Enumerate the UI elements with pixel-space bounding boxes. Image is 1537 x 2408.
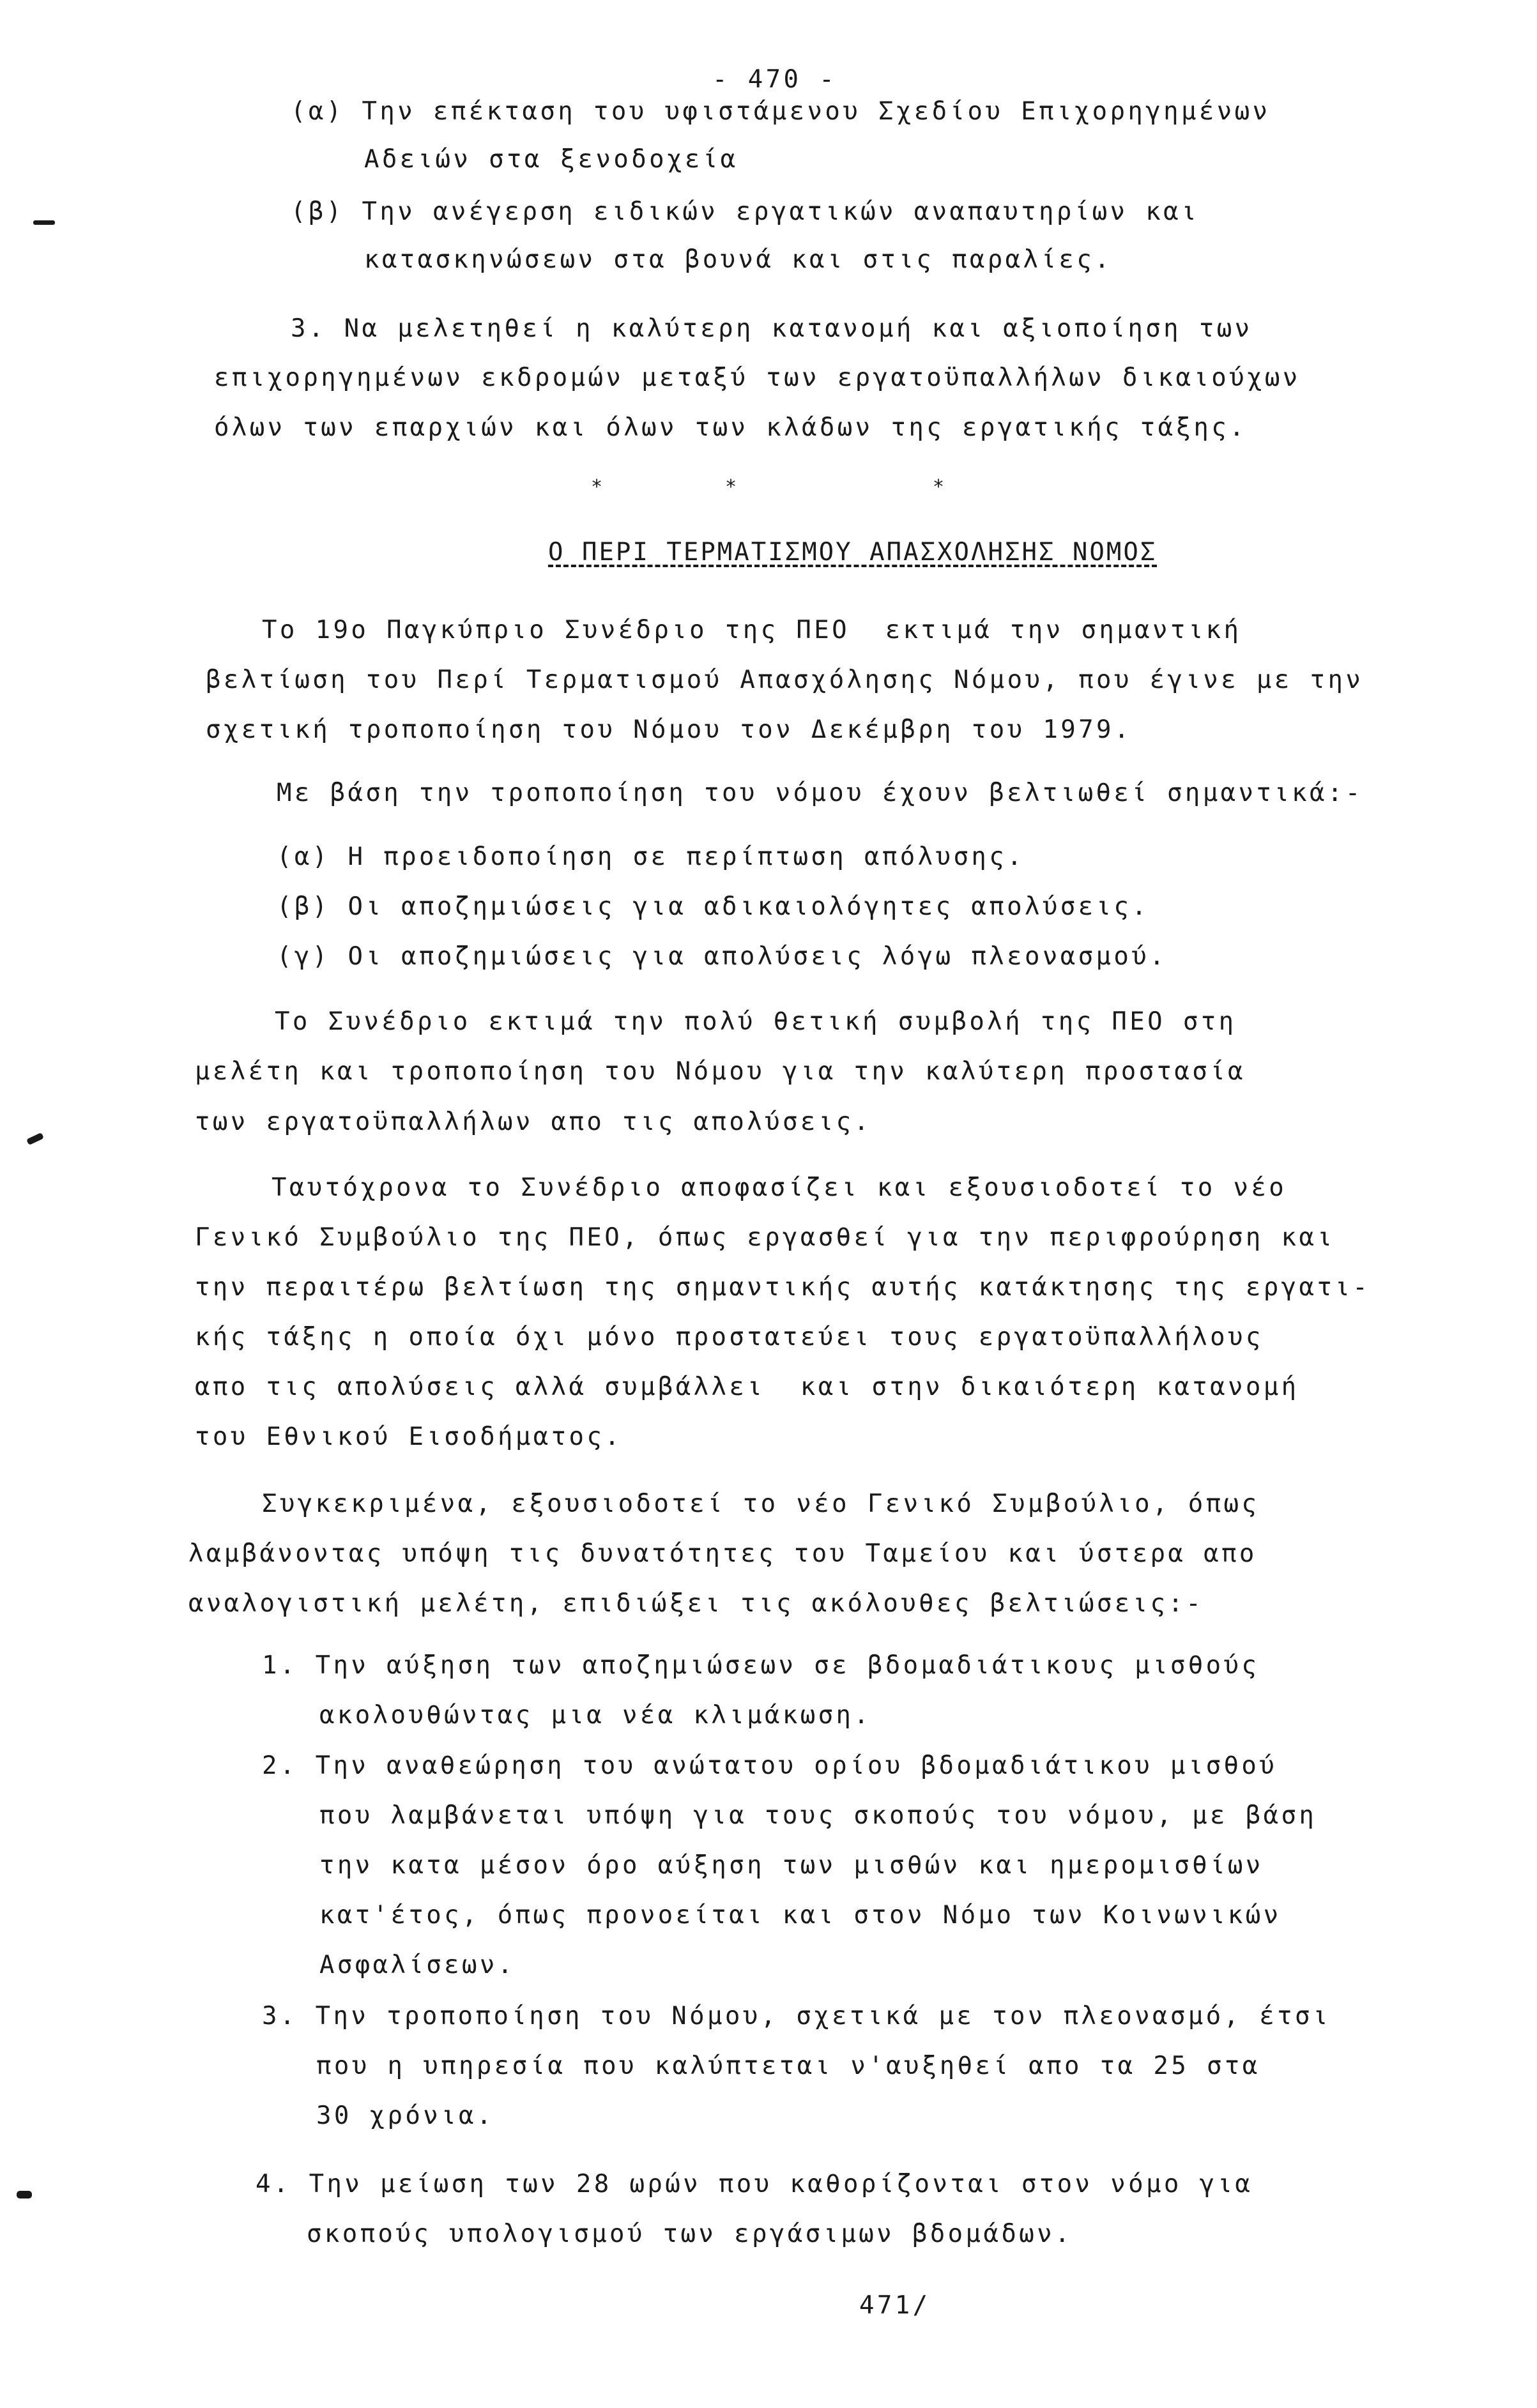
list-item: (γ) Οι αποζημιώσεις για απολύσεις λόγω πλεονασμού. [277,942,1167,971]
paragraph-line: αναλογιστική μελέτη, επιδιώξει τις ακόλουθες βελτιώσεις:- [188,1589,1204,1618]
numbered-item: 30 χρόνια. [316,2101,494,2130]
item-b-line2: κατασκηνώσεων στα βουνά και στις παραλίες. [364,245,1112,274]
separator-star: * [591,476,603,498]
separator-star: * [933,476,945,498]
numbered-item: κατ'έτος, όπως προνοείται και στον Νόμο των Κοινωνικών [319,1901,1281,1930]
list-item: (α) Η προειδοποίηση σε περίπτωση απόλυσης. [277,842,1025,871]
item-b-line1: (β) Την ανέγερση ειδικών εργατικών αναπαυτηρίων και [291,197,1199,226]
margin-mark [33,220,55,225]
numbered-item: σκοπούς υπολογισμού των εργάσιμων βδομάδων. [307,2220,1073,2248]
paragraph-line: βελτίωση του Περί Τερματισμού Απασχόλησης Νόμου, που έγινε με την [206,666,1364,694]
page-number-top: - 470 - [712,65,837,94]
numbered-item: ακολουθώντας μια νέα κλιμάκωση. [319,1701,872,1730]
numbered-item: την κατα μέσον όρο αύξηση των μισθών και ημερομισθίων [319,1851,1264,1880]
paragraph-3-line1: 3. Να μελετηθεί η καλύτερη κατανομή και αξιοποίηση των [291,314,1253,343]
paragraph-3-line2: επιχορηγημένων εκδρομών μεταξύ των εργατοϋπαλλήλων δικαιούχων [214,363,1301,392]
numbered-item: που η υπηρεσία που καλύπτεται ν'αυξηθεί απο τα 25 στα [316,2052,1260,2080]
paragraph-line: Με βάση την τροποποίηση του νόμου έχουν βελτιωθεί σημαντικά:- [277,779,1363,807]
paragraph-line: σχετική τροποποίηση του Νόμου τον Δεκέμβρη του 1979. [206,715,1132,744]
paragraph-line: Γενικό Συμβούλιο της ΠΕΟ, όπως εργασθεί για την περιφρούρηση και [195,1223,1335,1252]
margin-mark [17,2191,32,2198]
paragraph-line: την περαιτέρω βελτίωση της σημαντικής αυτής κατάκτησης της εργατι- [195,1273,1371,1302]
paragraph-3-line3: όλων των επαρχιών και όλων των κλάδων της εργατικής τάξης. [214,413,1248,442]
margin-mark [26,1132,44,1145]
paragraph-line: Το Συνέδριο εκτιμά την πολύ θετική συμβολή της ΠΕΟ στη [275,1007,1237,1036]
page-number-bottom: 471/ [859,2291,931,2320]
paragraph-line: κής τάξης η οποία όχι μόνο προστατεύει τους εργατοϋπαλλήλους [195,1323,1264,1352]
paragraph-line: Ταυτόχρονα το Συνέδριο αποφασίζει και εξουσιοδοτεί το νέο [271,1173,1287,1202]
paragraph-line: λαμβάνοντας υπόψη τις δυνατότητες του Ταμείου και ύστερα απο [188,1539,1257,1568]
numbered-item: Ασφαλίσεων. [319,1951,516,1979]
numbered-item: 3. Την τροποποίηση του Νόμου, σχετικά με τον πλεονασμό, έτσι [262,2002,1331,2031]
item-a-line1: (α) Την επέκταση του υφιστάμενου Σχεδίου Επιχορηγημένων [291,97,1271,126]
item-a-line2: Αδειών στα ξενοδοχεία [364,145,738,174]
paragraph-line: Το 19ο Παγκύπριο Συνέδριο της ΠΕΟ εκτιμά την σημαντική [262,616,1242,644]
paragraph-line: του Εθνικού Εισοδήματος. [195,1422,623,1451]
numbered-item: 2. Την αναθεώρηση του ανώτατου ορίου βδομαδιάτικου μισθού [262,1751,1278,1780]
separator-star: * [725,476,737,498]
section-heading: Ο ΠΕΡΙ ΤΕΡΜΑΤΙΣΜΟΥ ΑΠΑΣΧΟΛΗΣΗΣ ΝΟΜΟΣ [548,538,1158,567]
paragraph-line: των εργατοϋπαλλήλων απο τις απολύσεις. [195,1108,872,1136]
paragraph-line: μελέτη και τροποποίηση του Νόμου για την καλύτερη προστασία [195,1057,1246,1086]
list-item: (β) Οι αποζημιώσεις για αδικαιολόγητες απολύσεις. [277,892,1150,921]
paragraph-line: Συγκεκριμένα, εξουσιοδοτεί το νέο Γενικό Συμβούλιο, όπως [262,1490,1260,1518]
numbered-item: που λαμβάνεται υπόψη για τους σκοπούς του νόμου, με βάση [319,1801,1317,1830]
numbered-item: 4. Την μείωση των 28 ωρών που καθορίζονται στον νόμο για [256,2170,1253,2198]
paragraph-line: απο τις απολύσεις αλλά συμβάλλει και στην δικαιότερη κατανομή [195,1373,1299,1401]
numbered-item: 1. Την αύξηση των αποζημιώσεων σε βδομαδιάτικους μισθούς [262,1651,1260,1680]
